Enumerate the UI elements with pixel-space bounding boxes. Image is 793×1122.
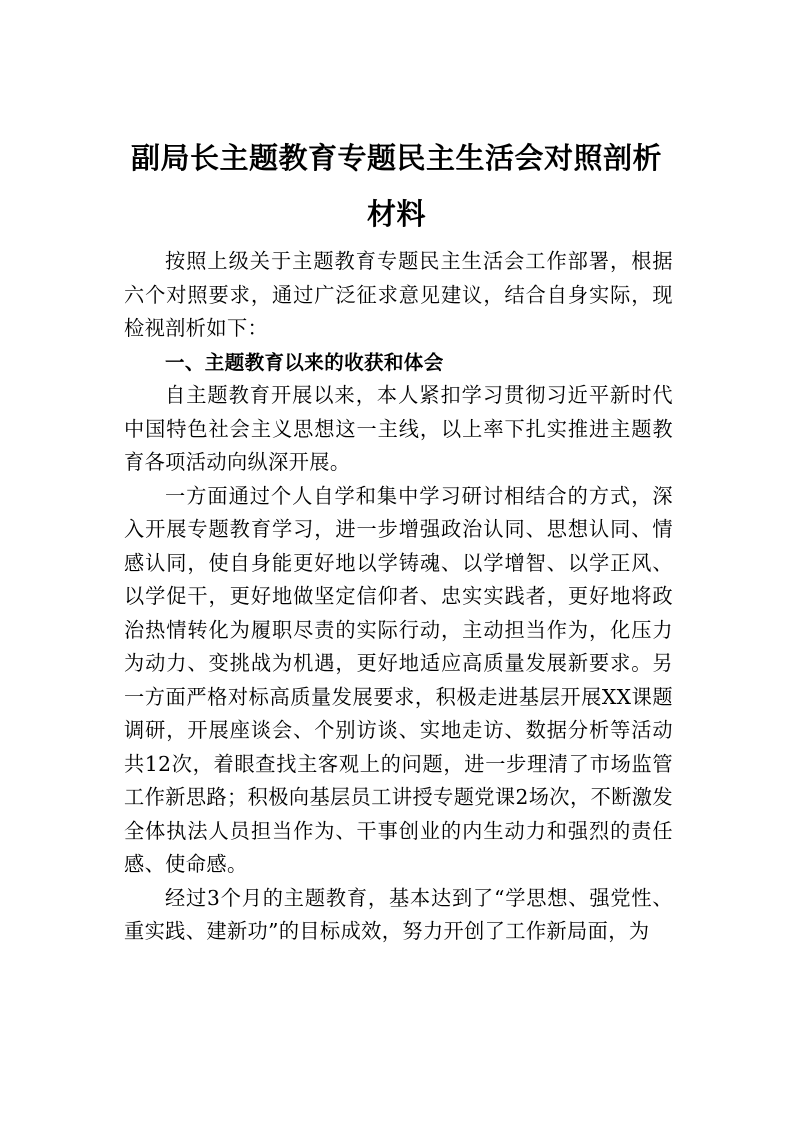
document-title-line-2: 材料	[366, 197, 426, 231]
body-paragraph: 一方面通过个人自学和集中学习研讨相结合的方式，深入开展专题教育学习，进一步增强政治认同、思想认同、情感认同，使自身能更好地以学铸魂、以学增智、以学正风、以学促干，更好地做坚定信仰者、忠实实践者，更好地将政治热情转化为履职尽责的实际行动，主动担当作为，化压力为动力、变挑战为机遇，更好地适应高质量发展新要求。另一方面严格对标高质量发展要求，积极走进基层开展XX课题调研，开展座谈会、个别访谈、实地走访、数据分析等活动共12次，着眼查找主客观上的问题，进一步理清了市场监管工作新思路；积极向基层员工讲授专题党课2场次，不断激发全体执法人员担当作为、干事创业的内生动力和强烈的责任感、使命感。	[124, 483, 673, 876]
body-paragraph: 自主题教育开展以来，本人紧扣学习贯彻习近平新时代中国特色社会主义思想这一主线，以上率下扎实推进主题教育各项活动向纵深开展。	[124, 383, 673, 474]
intro-paragraph: 按照上级关于主题教育专题民主生活会工作部署，根据六个对照要求，通过广泛征求意见建议，结合自身实际，现检视剖析如下：	[124, 249, 673, 340]
section-heading: 一、主题教育以来的收获和体会	[165, 350, 444, 374]
document-title-line-1: 副局长主题教育专题民主生活会对照剖析	[130, 141, 662, 175]
body-paragraph: 经过3个月的主题教育，基本达到了“学思想、强党性、重实践、建新功”的目标成效，努力开创了工作新局面，为	[124, 885, 673, 943]
document-body	[124, 245, 673, 949]
